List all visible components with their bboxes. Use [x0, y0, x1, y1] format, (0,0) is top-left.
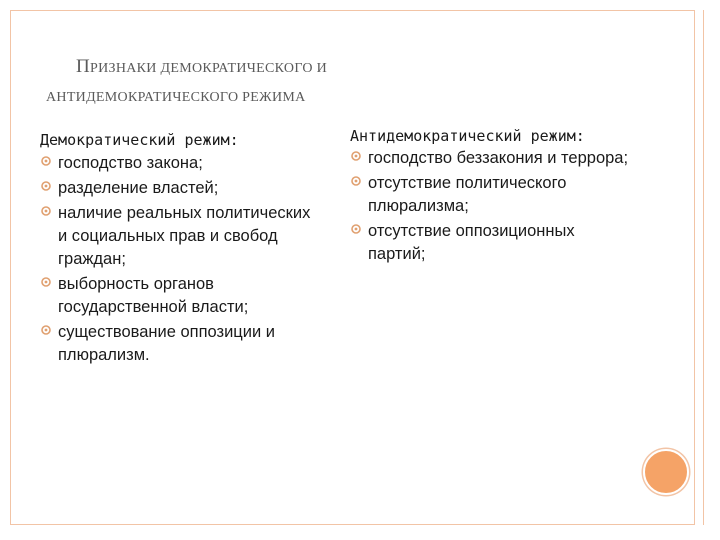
- list-item: [350, 220, 630, 266]
- ring-bullet-icon: [40, 324, 52, 336]
- ring-bullet-icon: [40, 276, 52, 288]
- list-item-text: разделение властей;: [58, 179, 219, 197]
- list-item: [40, 202, 320, 271]
- democratic-regime-heading: Демократический режим:: [40, 131, 239, 149]
- list-item-text: выборность органов государственной власти;: [58, 275, 249, 316]
- title-line-1-text: РИЗНАКИ ДЕМОКРАТИЧЕСКОГО И: [90, 61, 327, 76]
- antidemocratic-features-list: [350, 147, 630, 266]
- list-item: [40, 152, 320, 175]
- title-first-letter: П: [76, 56, 91, 77]
- orange-circle-icon: [643, 449, 689, 495]
- ring-bullet-icon: [40, 205, 52, 217]
- list-item: [350, 172, 630, 218]
- list-item-text: господство беззакония и террора;: [368, 149, 629, 167]
- ring-bullet-icon: [350, 175, 362, 187]
- slide-title-line-2: [46, 88, 306, 106]
- title-line-2-text: АНТИДЕМОКРАТИЧЕСКОГО РЕЖИМА: [46, 90, 306, 105]
- list-item-text: наличие реальных политических и социальных прав и свобод граждан;: [58, 204, 311, 268]
- list-item: [40, 177, 320, 200]
- list-item-text: господство закона;: [58, 154, 203, 172]
- democratic-regime-column: [40, 128, 320, 369]
- list-item: [40, 273, 320, 319]
- list-item-text: отсутствие оппозиционных партий;: [368, 222, 575, 263]
- antidemocratic-regime-column: [350, 126, 630, 268]
- list-item: [350, 147, 630, 170]
- ring-bullet-icon: [350, 223, 362, 235]
- ring-bullet-icon: [40, 180, 52, 192]
- ring-bullet-icon: [40, 155, 52, 167]
- slide-right-rule: [703, 10, 704, 525]
- slide-title-line-1: [76, 56, 327, 78]
- ring-bullet-icon: [350, 150, 362, 162]
- list-item-text: существование оппозиции и плюрализм.: [58, 323, 275, 364]
- list-item-text: отсутствие политического плюрализма;: [368, 174, 567, 215]
- antidemocratic-regime-heading: Антидемократический режим:: [350, 127, 585, 145]
- democratic-features-list: [40, 152, 320, 367]
- list-item: [40, 321, 320, 367]
